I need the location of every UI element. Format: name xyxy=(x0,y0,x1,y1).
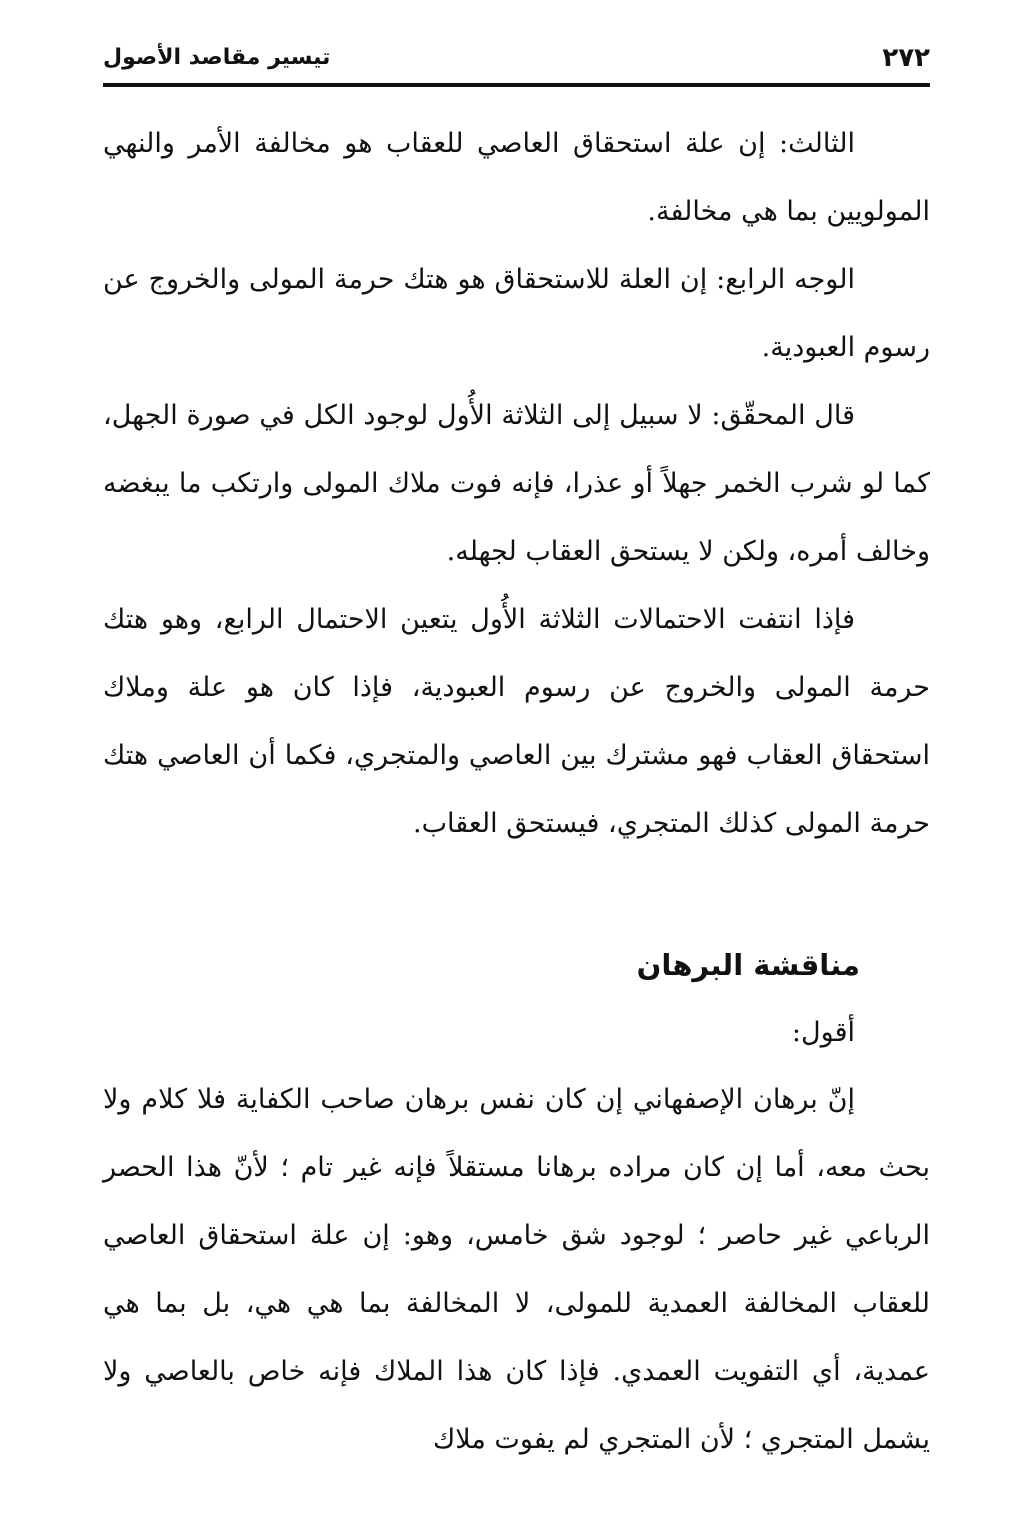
paragraph-third-reason: الثالث: إن علة استحقاق العاصي للعقاب هو مخالفة الأمر والنهي المولويين بما هي مخالفة. xyxy=(103,128,930,227)
section-lead: أقول: xyxy=(791,1017,855,1048)
paragraph-muhaqqiq-saying: قال المحقّق: لا سبيل إلى الثلاثة الأُول لوجود الكل في صورة الجهل، كما لو شرب الخمر جهلاً أو عذرا، فإنه فوت ملاك المولى وارتكب ما يبغضه وخالف أمره، ولكن لا يستحق العقاب لجهله. xyxy=(103,400,930,567)
paragraph-conclusion: فإذا انتفت الاحتمالات الثلاثة الأُول يتعين الاحتمال الرابع، وهو هتك حرمة المولى والخروج عن رسوم العبودية، فإذا كان هو علة وملاك استحقاق العقاب فهو مشترك بين العاصي والمتجري، فكما أن العاصي هتك حرمة المولى كذلك المتجري، فيستحق العقاب. xyxy=(103,604,930,839)
section-heading: مناقشة البرهان xyxy=(636,948,860,982)
header-divider xyxy=(103,83,930,87)
paragraph-discussion: إنّ برهان الإصفهاني إن كان نفس برهان صاحب الكفاية فلا كلام ولا بحث معه، أما إن كان مراده برهانا مستقلاً فإنه غير تام ؛ لأنّ هذا الحصر الرباعي غير حاصر ؛ لوجود شق خامس، وهو: إن علة استحقاق العاصي للعقاب المخالفة العمدية للمولى، لا المخالفة بما هي هي، بل بما هي عمدية، أي التفويت العمدي. فإذا كان هذا الملاك فإنه خاص بالعاصي ولا يشمل المتجري ؛ لأن المتجري لم يفوت ملاك xyxy=(103,1084,930,1455)
page-header xyxy=(103,38,930,80)
running-title: تيسير مقاصد الأصول xyxy=(103,45,331,70)
body-text xyxy=(103,110,930,1474)
page-number: ٢٧٢ xyxy=(882,43,930,73)
paragraph-fourth-aspect: الوجه الرابع: إن العلة للاستحقاق هو هتك حرمة المولى والخروج عن رسوم العبودية. xyxy=(103,264,930,363)
